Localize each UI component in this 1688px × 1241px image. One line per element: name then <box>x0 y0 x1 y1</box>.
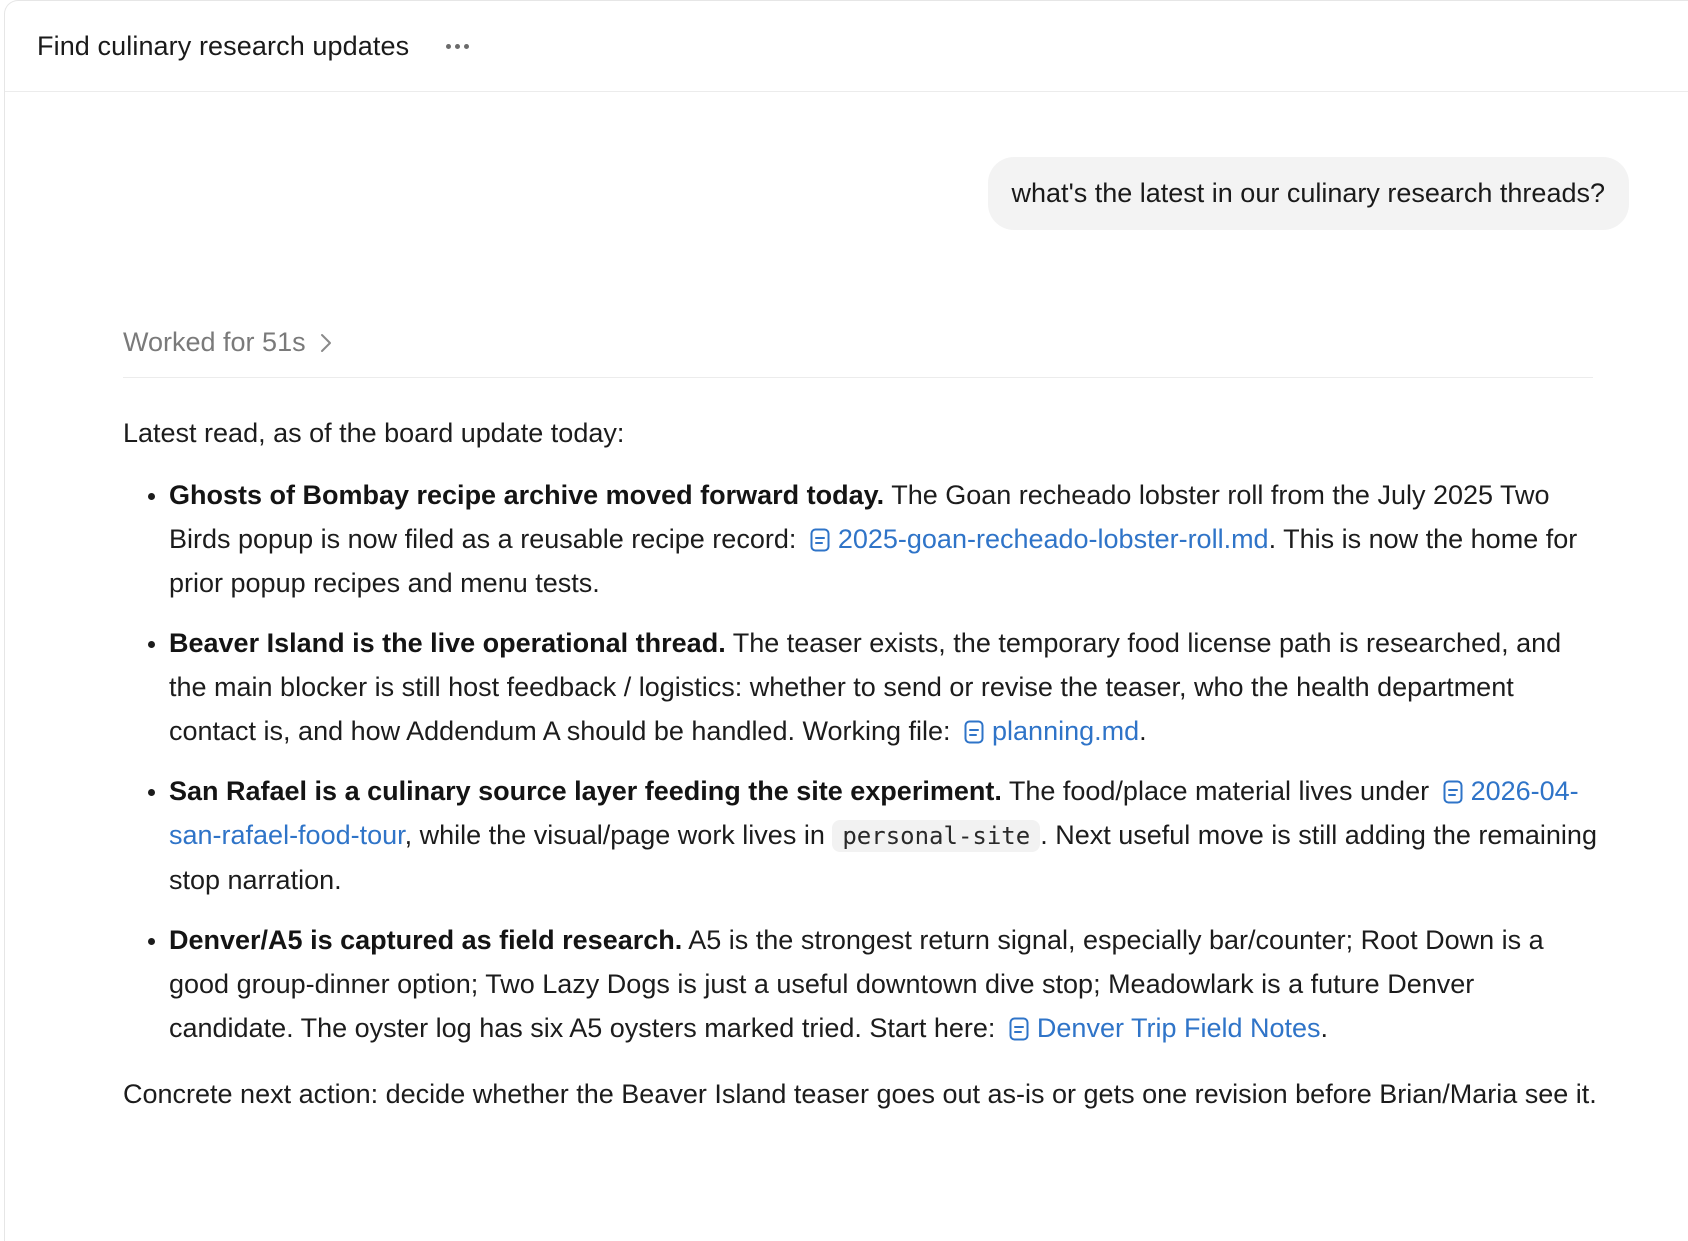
file-link-label: Denver Trip Field Notes <box>1036 1013 1321 1043</box>
inline-code: personal-site <box>832 820 1040 852</box>
file-link[interactable] <box>804 524 1269 554</box>
assistant-response <box>123 411 1603 1116</box>
chat-window <box>4 0 1688 1241</box>
response-closing: Concrete next action: decide whether the Beaver Island teaser goes out as-is or gets one revision before Brian/Maria see it. <box>123 1079 1597 1109</box>
file-link[interactable] <box>1003 1013 1321 1043</box>
bullet-heading: Denver/A5 is captured as field research. <box>169 925 683 955</box>
document-icon <box>964 720 984 744</box>
bullet-text: A5 is the strongest return signal, especially bar/counter; Root Down is a good group-dinner option; Two Lazy Dogs is just a useful downtown dive stop; Meadowlark is a future Denver candidate. The oyster log has six A5 oysters marked tried. Start here: <box>169 925 1544 1043</box>
bullet-text: The teaser exists, the temporary food license path is researched, and the main blocker is still host feedback / logistics: whether to send or revise the teaser, who the health department contact is, and how Addendum A should be handled. Working file: <box>169 628 1562 746</box>
user-message-bubble <box>988 157 1629 230</box>
chevron-right-icon <box>320 333 332 353</box>
bullet-text: . This is now the home for prior popup recipes and menu tests. <box>169 524 1578 598</box>
bullet-text: The Goan recheado lobster roll from the July 2025 Two Birds popup is now filed as a reusable recipe record: <box>169 480 1550 554</box>
bullet-heading: Ghosts of Bombay recipe archive moved forward today. <box>169 480 885 510</box>
file-link[interactable] <box>958 716 1139 746</box>
list-item <box>169 621 1603 753</box>
bullet-text: The food/place material lives under <box>1001 776 1437 806</box>
response-intro: Latest read, as of the board update today: <box>123 418 625 448</box>
more-horizontal-icon-dot <box>464 44 469 49</box>
document-icon <box>1009 1017 1029 1041</box>
document-icon <box>810 528 830 552</box>
file-link-label: planning.md <box>992 716 1140 746</box>
user-message-text: what's the latest in our culinary research threads? <box>1011 178 1605 208</box>
bullet-text: . <box>1320 1013 1329 1043</box>
bullet-text: . <box>1139 716 1147 746</box>
bullet-heading: San Rafael is a culinary source layer feeding the site experiment. <box>169 776 1002 806</box>
list-item <box>169 473 1603 605</box>
bullet-heading: Beaver Island is the live operational thread. <box>169 628 726 658</box>
response-bullet-list <box>123 473 1603 1050</box>
bullet-text: . Next useful move is still adding the remaining stop narration. <box>169 820 1597 895</box>
worked-duration-label: Worked for 51s <box>123 327 306 357</box>
list-item <box>169 769 1603 902</box>
list-item <box>169 918 1603 1050</box>
thread-title: Find culinary research updates <box>37 30 410 61</box>
more-horizontal-icon-dot <box>455 44 460 49</box>
file-link-label: 2026-04-san-rafael-food-tour <box>169 776 1579 850</box>
bullet-text: , while the visual/page work lives in <box>404 820 833 850</box>
thread-header <box>5 1 1688 92</box>
section-divider <box>123 377 1593 378</box>
more-options-button[interactable] <box>437 26 477 66</box>
file-link-label: 2025-goan-recheado-lobster-roll.md <box>837 524 1269 554</box>
more-horizontal-icon <box>446 44 451 49</box>
document-icon <box>1443 780 1463 804</box>
worked-duration-toggle[interactable] <box>123 327 332 358</box>
